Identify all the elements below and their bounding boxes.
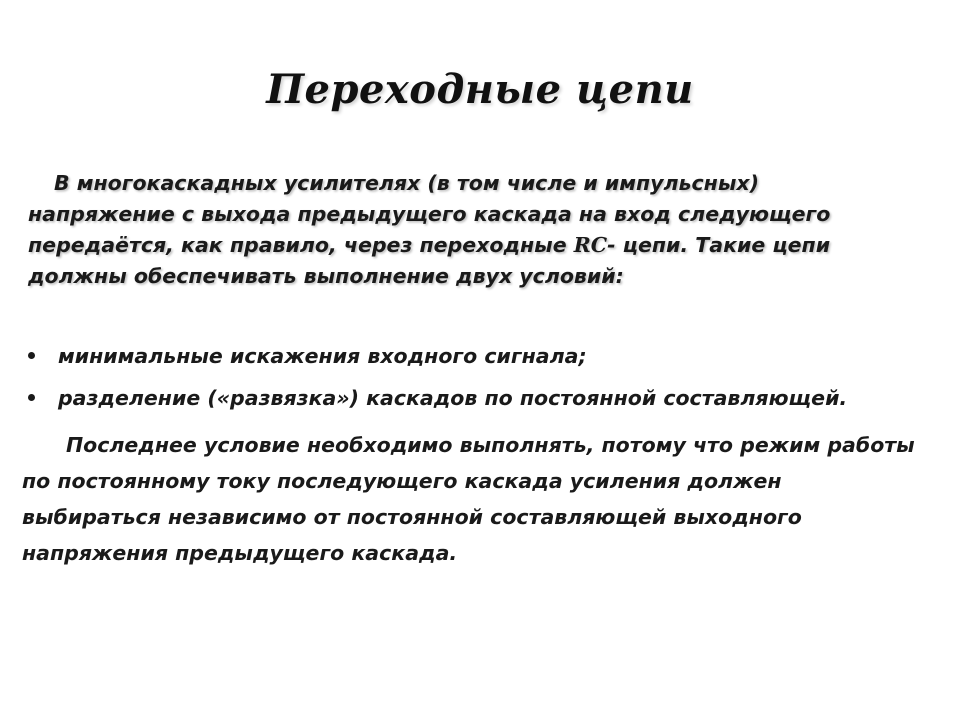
conclusion-paragraph — [22, 427, 922, 571]
bullet-dot-icon — [28, 394, 35, 401]
list-item-text: разделение («развязка») каскадов по постоянной составляющей. — [58, 386, 848, 410]
list-item-text: минимальные искажения входного сигнала; — [58, 344, 587, 368]
bullet-dot-icon — [28, 352, 35, 359]
conditions-list — [22, 336, 942, 420]
intro-text-before-rc: В многокаскадных усилителях (в том числе и импульсных) напряжение с выхода предыдущего каскада на вход следующего передаётся, как правило, через переходные — [28, 171, 831, 257]
intro-text-after-rc: - цепи. Такие цепи должны обеспечивать выполнение двух условий: — [28, 233, 831, 288]
rc-symbol: RC — [573, 233, 608, 257]
list-item — [22, 336, 942, 378]
conclusion-text: Последнее условие необходимо выполнять, потому что режим работы по постоянному току последующего каскада усиления должен выбираться независимо от постоянной составляющей выходного напряжения предыдущего каскада. — [22, 433, 915, 565]
slide-title: Переходные цепи — [266, 66, 694, 113]
intro-paragraph — [28, 168, 908, 292]
list-item — [22, 378, 942, 420]
